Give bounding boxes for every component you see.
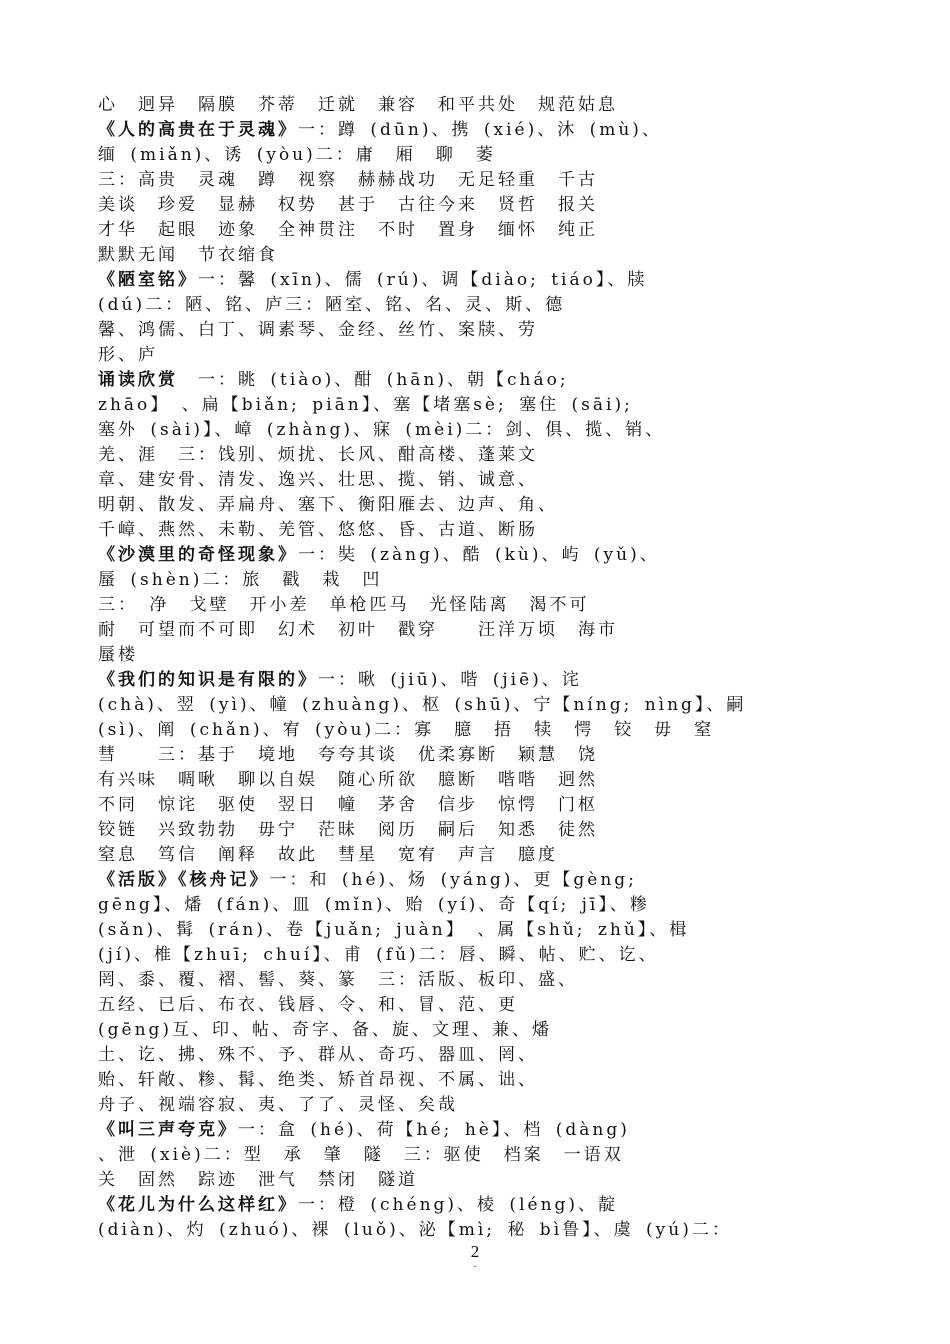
line-text: 一：和 (hé)、炀 (yáng)、更【gèng; bbox=[269, 870, 637, 890]
page-number: 2 . bbox=[470, 1242, 480, 1270]
line-text: (gēng)互、印、帖、奇字、备、旋、文理、兼、燔 bbox=[98, 1020, 553, 1040]
text-line bbox=[98, 993, 868, 1018]
line-text: 有兴味 啁啾 聊以自娱 随心所欲 臆断 喈喈 迥然 bbox=[98, 770, 598, 790]
text-line bbox=[98, 93, 868, 118]
text-line bbox=[98, 268, 868, 293]
line-text: 一：啾 (jiū)、喈 (jiē)、诧 bbox=[318, 670, 582, 690]
line-text: gēng】、燔 (fán)、皿 (mǐn)、贻 (yí)、奇【qí; jī】、糁 bbox=[98, 895, 650, 915]
text-line bbox=[98, 168, 868, 193]
text-line bbox=[98, 668, 868, 693]
line-text: 一：橙 (chéng)、棱 (léng)、靛 bbox=[298, 1195, 619, 1215]
line-text: 明朝、散发、弄扁舟、塞下、衡阳雁去、边声、角、 bbox=[98, 495, 558, 515]
text-line bbox=[98, 343, 868, 368]
line-text: 贻、轩敞、糁、髯、绝类、矫首昂视、不属、诎、 bbox=[98, 1070, 538, 1090]
text-line bbox=[98, 718, 868, 743]
text-line bbox=[98, 1118, 868, 1143]
text-line bbox=[98, 468, 868, 493]
text-line bbox=[98, 118, 868, 143]
text-line bbox=[98, 868, 868, 893]
text-line bbox=[98, 1168, 868, 1193]
line-text: 不同 惊诧 驱使 翌日 幢 茅舍 信步 惊愕 门枢 bbox=[98, 795, 598, 815]
text-line bbox=[98, 243, 868, 268]
line-text: 形、庐 bbox=[98, 345, 158, 365]
line-text: 一：馨 (xīn)、儒 (rú)、调【diào; tiáo】、牍 bbox=[198, 270, 648, 290]
text-line bbox=[98, 218, 868, 243]
text-line bbox=[98, 493, 868, 518]
line-text: zhāo】 、扁【biǎn; piān】、塞【堵塞sè; 塞住 (sāi); bbox=[98, 395, 633, 415]
text-line bbox=[98, 318, 868, 343]
line-text: 章、建安骨、清发、逸兴、壮思、揽、销、诚意、 bbox=[98, 470, 538, 490]
text-line bbox=[98, 193, 868, 218]
text-line bbox=[98, 1143, 868, 1168]
text-line bbox=[98, 543, 868, 568]
line-text: 土、讫、拂、殊不、予、群从、奇巧、器皿、罔、 bbox=[98, 1045, 538, 1065]
lesson-title: 《花儿为什么这样红》 bbox=[98, 1195, 298, 1215]
text-line bbox=[98, 768, 868, 793]
line-text: 窒息 笃信 阐释 故此 彗星 宽宥 声言 臆度 bbox=[98, 845, 558, 865]
text-line bbox=[98, 618, 868, 643]
text-line bbox=[98, 418, 868, 443]
line-text: 一：盒 (hé)、荷【hé; hè】、档 (dàng) bbox=[238, 1120, 630, 1140]
text-line bbox=[98, 368, 868, 393]
line-text: 塞外 (sài)】、嶂 (zhàng)、寐 (mèi)二：剑、俱、揽、销、 bbox=[98, 420, 666, 440]
line-text: 缅 (miǎn)、诱 (yòu)二：庸 厢 聊 萎 bbox=[98, 145, 496, 165]
text-line bbox=[98, 518, 868, 543]
line-text: (jí)、椎【zhuī; chuí】、甫 (fǔ)二：唇、瞬、帖、贮、讫、 bbox=[98, 945, 659, 965]
text-line bbox=[98, 943, 868, 968]
text-line bbox=[98, 393, 868, 418]
text-line bbox=[98, 743, 868, 768]
text-line bbox=[98, 693, 868, 718]
text-line bbox=[98, 1218, 868, 1243]
line-text: 千嶂、燕然、未勒、羌管、悠悠、昏、古道、断肠 bbox=[98, 520, 538, 540]
text-line bbox=[98, 1043, 868, 1068]
line-text: 罔、黍、覆、褶、髻、葵、篆 三：活版、板印、盛、 bbox=[98, 970, 578, 990]
line-text: 、泄 (xiè)二：型 承 肇 隧 三：驱使 档案 一语双 bbox=[98, 1145, 624, 1165]
text-line bbox=[98, 568, 868, 593]
line-text: (sǎn)、髯 (rán)、卷【juǎn; juàn】 、属【shǔ; zhǔ】、楫 bbox=[98, 920, 690, 940]
text-line bbox=[98, 643, 868, 668]
document-body bbox=[98, 93, 868, 1243]
line-text: 默默无闻 节衣缩食 bbox=[98, 245, 278, 265]
text-line bbox=[98, 818, 868, 843]
line-text: 铰链 兴致勃勃 毋宁 茫昧 阅历 嗣后 知悉 徒然 bbox=[98, 820, 598, 840]
lesson-title: 《我们的知识是有限的》 bbox=[98, 670, 318, 690]
line-text: 三： 净 戈壁 开小差 单枪匹马 光怪陆离 渴不可 bbox=[98, 595, 590, 615]
line-text: 彗 三：基于 境地 夸夸其谈 优柔寡断 颖慧 饶 bbox=[98, 745, 598, 765]
text-line bbox=[98, 443, 868, 468]
line-text: (chà)、翌 (yì)、幢 (zhuàng)、枢 (shū)、宁【níng; nìng】、嗣 bbox=[98, 695, 747, 715]
line-text: 才华 起眼 迹象 全神贯注 不时 置身 缅怀 纯正 bbox=[98, 220, 598, 240]
lesson-title: 《人的高贵在于灵魂》 bbox=[98, 120, 298, 140]
line-text: 三：高贵 灵魂 蹲 视察 赫赫战功 无足轻重 千古 bbox=[98, 170, 598, 190]
text-line bbox=[98, 893, 868, 918]
line-text: 美谈 珍爱 显赫 权势 甚于 古往今来 贤哲 报关 bbox=[98, 195, 598, 215]
line-text: 耐 可望而不可即 幻术 初叶 戳穿 汪洋万顷 海市 bbox=[98, 620, 618, 640]
line-text: 五经、已后、布衣、钱唇、令、和、冒、范、更 bbox=[98, 995, 518, 1015]
line-text: 馨、鸿儒、白丁、调素琴、金经、丝竹、案牍、劳 bbox=[98, 320, 538, 340]
line-text: 心 迥异 隔膜 芥蒂 迁就 兼容 和平共处 规范姑息 bbox=[98, 95, 618, 115]
line-text: 一：蹲 (dūn)、携 (xié)、沐 (mù)、 bbox=[298, 120, 662, 140]
text-line bbox=[98, 793, 868, 818]
lesson-title: 《陋室铭》 bbox=[98, 270, 198, 290]
line-text: 一：奘 (zàng)、酷 (kù)、屿 (yǔ)、 bbox=[298, 545, 660, 565]
line-text: 关 固然 踪迹 泄气 禁闭 隧道 bbox=[98, 1170, 418, 1190]
line-text: (diàn)、灼 (zhuó)、裸 (luǒ)、泌【mì; 秘 bì鲁】、虞 (yú)二： bbox=[98, 1220, 732, 1240]
text-line bbox=[98, 143, 868, 168]
text-line bbox=[98, 593, 868, 618]
line-text: 蜃 (shèn)二：旅 戳 栽 凹 bbox=[98, 570, 383, 590]
line-text: 羌、涯 三：饯别、烦扰、长风、酣高楼、蓬莱文 bbox=[98, 445, 538, 465]
text-line bbox=[98, 293, 868, 318]
line-text: (dú)二：陋、铭、庐三：陋室、铭、名、灵、斯、德 bbox=[98, 295, 566, 315]
text-line bbox=[98, 968, 868, 993]
text-line bbox=[98, 1093, 868, 1118]
lesson-title: 《沙漠里的奇怪现象》 bbox=[98, 545, 298, 565]
line-text: 蜃楼 bbox=[98, 645, 138, 665]
line-text: (sì)、阐 (chǎn)、宥 (yòu)二：寡 臆 捂 犊 愕 铰 毋 窒 bbox=[98, 720, 715, 740]
lesson-title: 《活版》《核舟记》 bbox=[98, 870, 270, 890]
text-line bbox=[98, 1018, 868, 1043]
lesson-title: 《叫三声夸克》 bbox=[98, 1120, 238, 1140]
text-line bbox=[98, 843, 868, 868]
text-line bbox=[98, 1193, 868, 1218]
line-text: 一：眺 (tiào)、酣 (hān)、朝【cháo; bbox=[178, 370, 569, 390]
text-line bbox=[98, 1068, 868, 1093]
text-line bbox=[98, 918, 868, 943]
lesson-title: 诵读欣赏 bbox=[98, 370, 178, 390]
line-text: 舟子、视端容寂、夷、了了、灵怪、矣哉 bbox=[98, 1095, 458, 1115]
